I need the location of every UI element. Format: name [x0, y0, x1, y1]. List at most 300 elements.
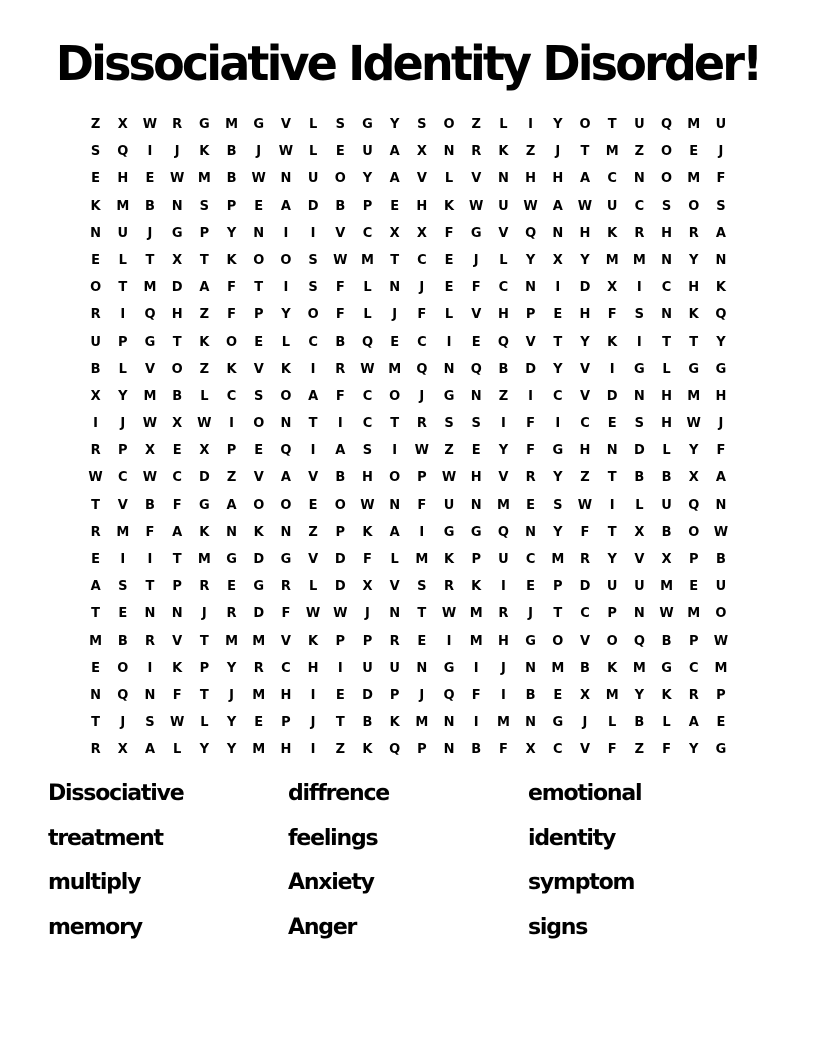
grid-cell: N	[280, 171, 292, 187]
grid-row	[82, 437, 735, 464]
grid-cell: W	[142, 117, 158, 132]
grid-cell: H	[715, 388, 727, 404]
grid-cell: E	[118, 606, 128, 622]
grid-cell: O	[715, 606, 727, 622]
grid-cell: S	[634, 307, 645, 323]
grid-cell: I	[473, 660, 479, 676]
grid-cell: Y	[689, 742, 699, 758]
grid-cell: W	[142, 416, 158, 432]
grid-cell: D	[334, 552, 346, 567]
grid-cell: U	[661, 497, 672, 513]
grid-cell: N	[280, 416, 292, 432]
grid-cell: F	[471, 280, 481, 296]
grid-cell: E	[471, 334, 481, 350]
grid-cell: O	[688, 198, 700, 214]
grid-cell: X	[362, 579, 373, 595]
grid-cell: K	[443, 552, 455, 567]
grid-cell: S	[254, 388, 264, 404]
grid-cell: U	[90, 334, 101, 350]
grid-cell: R	[634, 225, 645, 241]
grid-row	[82, 301, 735, 328]
grid-cell: J	[256, 144, 262, 160]
grid-row	[82, 736, 735, 763]
grid-cell: I	[446, 334, 452, 350]
grid-cell: M	[143, 388, 157, 404]
grid-cell: M	[605, 687, 619, 703]
grid-cell: O	[606, 633, 618, 649]
grid-row	[82, 329, 735, 356]
grid-cell: D	[633, 443, 645, 459]
grid-cell: Y	[362, 171, 373, 187]
grid-cell: F	[607, 307, 617, 323]
grid-cell: V	[389, 579, 400, 595]
grid-cell: I	[500, 579, 506, 595]
grid-cell: Z	[335, 742, 345, 758]
grid-cell: Y	[281, 307, 291, 323]
grid-cell: L	[444, 171, 454, 187]
grid-cell: X	[172, 252, 183, 268]
grid-cell: B	[335, 470, 346, 486]
word-list-item: multiply	[48, 870, 141, 895]
grid-cell: J	[310, 715, 316, 731]
grid-cell: F	[417, 307, 427, 323]
grid-cell: N	[389, 280, 401, 296]
grid-cell: M	[252, 633, 266, 649]
grid-cell: P	[253, 307, 264, 323]
grid-cell: T	[662, 334, 671, 350]
grid-cell: Y	[689, 252, 699, 268]
grid-cell: I	[528, 388, 534, 404]
grid-cell: I	[120, 552, 126, 567]
grid-cell: Y	[226, 225, 237, 241]
grid-cell: D	[253, 606, 265, 622]
grid-cell: Y	[580, 334, 590, 350]
grid-cell: V	[280, 633, 291, 649]
grid-cell: F	[716, 443, 726, 459]
grid-cell: N	[470, 388, 482, 404]
grid-cell: G	[443, 388, 455, 404]
grid-cell: T	[172, 334, 182, 350]
grid-cell: O	[389, 470, 401, 486]
grid-cell: M	[143, 280, 157, 296]
grid-cell: I	[283, 280, 289, 296]
grid-cell: N	[525, 715, 537, 731]
grid-cell: X	[416, 144, 427, 160]
grid-cell: P	[226, 443, 237, 459]
grid-cell: W	[333, 252, 348, 268]
grid-cell: U	[362, 144, 373, 160]
grid-cell: C	[553, 388, 563, 404]
grid-cell: R	[90, 307, 101, 323]
grid-cell: U	[634, 117, 645, 132]
grid-cell: X	[117, 742, 128, 758]
grid-cell: Y	[498, 443, 509, 459]
grid-cell: H	[552, 171, 564, 187]
grid-cell: F	[227, 280, 236, 296]
grid-cell: R	[471, 144, 482, 160]
grid-cell: S	[118, 579, 128, 595]
grid-cell: U	[498, 552, 509, 567]
grid-cell: X	[389, 225, 400, 241]
grid-cell: C	[362, 388, 373, 404]
grid-cell: Y	[226, 660, 237, 676]
grid-cell: V	[308, 470, 319, 486]
grid-cell: F	[607, 742, 617, 758]
grid-cell: Q	[117, 144, 129, 160]
grid-cell: J	[365, 606, 370, 622]
grid-cell: H	[280, 742, 292, 758]
grid-cell: M	[687, 117, 701, 132]
grid-cell: G	[199, 117, 210, 132]
grid-row	[82, 138, 735, 165]
grid-cell: P	[199, 225, 210, 241]
grid-cell: V	[253, 470, 264, 486]
grid-cell: P	[716, 687, 726, 703]
grid-cell: K	[226, 361, 237, 377]
grid-cell: R	[416, 416, 427, 432]
grid-cell: B	[715, 552, 726, 567]
grid-cell: G	[661, 660, 672, 676]
grid-cell: N	[633, 606, 645, 622]
grid-cell: L	[635, 497, 644, 513]
grid-cell: C	[281, 660, 291, 676]
grid-cell: A	[715, 225, 726, 241]
grid-cell: B	[172, 388, 183, 404]
grid-cell: Y	[553, 117, 563, 132]
grid-cell: T	[689, 334, 699, 350]
grid-cell: T	[607, 524, 617, 540]
grid-cell: D	[525, 361, 536, 377]
grid-cell: J	[174, 144, 180, 160]
grid-cell: W	[577, 198, 593, 214]
grid-cell: E	[444, 252, 454, 268]
grid-cell: U	[715, 117, 727, 132]
grid-cell: Q	[470, 361, 482, 377]
grid-cell: R	[525, 470, 536, 486]
grid-cell: E	[526, 579, 536, 595]
grid-cell: O	[253, 497, 265, 513]
grid-cell: R	[688, 687, 699, 703]
grid-cell: L	[499, 117, 508, 132]
grid-cell: W	[142, 470, 158, 486]
grid-cell: G	[362, 117, 373, 132]
grid-cell: F	[526, 416, 536, 432]
grid-cell: H	[497, 633, 509, 649]
grid-cell: T	[91, 497, 101, 513]
grid-cell: L	[662, 443, 671, 459]
letter-grid	[82, 111, 735, 764]
grid-cell: W	[169, 715, 185, 731]
grid-cell: Z	[634, 144, 645, 160]
grid-cell: N	[525, 280, 537, 296]
word-list-item: Anger	[288, 914, 357, 940]
grid-cell: N	[715, 497, 727, 513]
grid-cell: E	[91, 552, 101, 567]
grid-cell: A	[389, 524, 400, 540]
grid-cell: I	[500, 687, 506, 703]
grid-cell: P	[525, 307, 536, 323]
grid-cell: N	[443, 144, 455, 160]
grid-cell: G	[688, 361, 700, 377]
grid-cell: E	[254, 443, 264, 459]
grid-cell: F	[417, 497, 427, 513]
grid-cell: W	[197, 416, 212, 432]
grid-cell: X	[199, 443, 210, 459]
grid-cell: Y	[634, 687, 645, 703]
grid-cell: U	[606, 198, 618, 214]
word-list-item: treatment	[48, 825, 163, 851]
grid-cell: O	[117, 660, 129, 676]
grid-cell: P	[226, 198, 237, 214]
grid-cell: Z	[471, 117, 481, 132]
grid-cell: J	[555, 144, 561, 160]
grid-cell: B	[335, 198, 346, 214]
grid-cell: G	[552, 443, 564, 459]
grid-cell: V	[498, 470, 509, 486]
grid-cell: Q	[715, 307, 727, 323]
grid-cell: J	[718, 144, 724, 160]
grid-cell: L	[308, 144, 318, 160]
grid-cell: V	[117, 497, 128, 513]
word-list	[48, 774, 768, 952]
grid-cell: S	[308, 280, 318, 296]
grid-cell: V	[579, 633, 590, 649]
word-list-item: emotional	[528, 781, 642, 806]
grid-cell: S	[145, 715, 155, 731]
grid-cell: P	[118, 443, 128, 459]
grid-cell: J	[147, 225, 153, 241]
grid-cell: Q	[361, 334, 373, 350]
grid-cell: F	[498, 742, 508, 758]
grid-cell: Q	[144, 307, 156, 323]
grid-cell: T	[417, 606, 427, 622]
grid-cell: V	[335, 225, 346, 241]
grid-row	[82, 165, 735, 192]
grid-cell: Z	[525, 144, 536, 160]
grid-cell: G	[226, 552, 237, 567]
grid-cell: X	[634, 524, 645, 540]
grid-cell: M	[415, 715, 429, 731]
grid-cell: P	[471, 552, 481, 567]
grid-cell: M	[415, 552, 429, 567]
grid-cell: B	[362, 715, 373, 731]
grid-cell: J	[201, 606, 207, 622]
grid-cell: H	[661, 388, 672, 404]
grid-cell: E	[471, 443, 481, 459]
grid-cell: I	[500, 416, 506, 432]
grid-cell: E	[91, 171, 101, 187]
grid-cell: I	[310, 687, 316, 703]
grid-cell: M	[605, 252, 619, 268]
grid-cell: B	[661, 470, 672, 486]
grid-cell: M	[116, 524, 130, 540]
grid-cell: Y	[226, 715, 237, 731]
grid-cell: C	[308, 334, 318, 350]
grid-cell: A	[552, 198, 563, 214]
grid-cell: H	[171, 307, 183, 323]
grid-cell: P	[607, 606, 617, 622]
grid-cell: S	[417, 117, 427, 132]
grid-cell: A	[579, 171, 590, 187]
grid-cell: M	[660, 579, 673, 595]
grid-cell: Z	[498, 388, 509, 404]
grid-cell: N	[144, 687, 156, 703]
grid-cell: G	[199, 497, 210, 513]
grid-cell: Y	[525, 252, 536, 268]
grid-cell: I	[120, 307, 126, 323]
grid-row	[82, 682, 735, 709]
grid-cell: F	[335, 307, 345, 323]
grid-cell: O	[253, 416, 265, 432]
grid-cell: A	[144, 742, 155, 758]
grid-row	[82, 628, 735, 655]
grid-cell: R	[199, 579, 210, 595]
grid-cell: A	[688, 715, 699, 731]
grid-cell: J	[392, 307, 398, 323]
grid-cell: M	[469, 606, 483, 622]
grid-cell: T	[335, 715, 345, 731]
grid-cell: D	[606, 388, 618, 404]
grid-cell: R	[498, 606, 509, 622]
grid-cell: T	[145, 579, 155, 595]
grid-cell: N	[525, 660, 537, 676]
grid-cell: G	[470, 225, 482, 241]
grid-cell: E	[91, 252, 101, 268]
grid-cell: T	[254, 280, 264, 296]
grid-cell: L	[444, 307, 454, 323]
grid-cell: M	[632, 660, 646, 676]
grid-cell: O	[443, 117, 455, 132]
grid-cell: I	[419, 524, 425, 540]
grid-cell: C	[226, 388, 237, 404]
grid-cell: L	[499, 252, 508, 268]
grid-cell: R	[335, 361, 346, 377]
grid-cell: C	[417, 252, 427, 268]
grid-cell: Y	[689, 443, 699, 459]
grid-cell: H	[579, 443, 591, 459]
grid-cell: P	[335, 633, 346, 649]
grid-cell: T	[553, 606, 563, 622]
grid-cell: U	[389, 660, 400, 676]
grid-cell: L	[662, 715, 671, 731]
grid-cell: W	[88, 470, 103, 486]
grid-cell: M	[89, 633, 103, 649]
grid-cell: N	[253, 225, 265, 241]
grid-cell: E	[607, 416, 617, 432]
grid-row	[82, 655, 735, 682]
grid-cell: U	[715, 579, 727, 595]
grid-cell: K	[199, 334, 210, 350]
grid-cell: P	[118, 334, 128, 350]
grid-cell: K	[688, 307, 699, 323]
grid-cell: K	[661, 687, 672, 703]
grid-cell: O	[552, 633, 564, 649]
grid-cell: X	[688, 470, 699, 486]
grid-cell: N	[661, 307, 672, 323]
grid-cell: M	[225, 633, 238, 649]
grid-cell: P	[362, 198, 373, 214]
grid-cell: T	[553, 334, 563, 350]
grid-cell: K	[715, 280, 726, 296]
grid-cell: H	[307, 660, 319, 676]
grid-cell: N	[443, 715, 455, 731]
grid-cell: E	[689, 144, 699, 160]
grid-cell: O	[280, 497, 292, 513]
grid-cell: H	[579, 307, 591, 323]
grid-cell: L	[390, 552, 399, 567]
grid-cell: V	[471, 171, 482, 187]
grid-cell: P	[199, 660, 210, 676]
grid-cell: Z	[226, 470, 237, 486]
grid-cell: X	[607, 280, 618, 296]
grid-cell: P	[688, 633, 699, 649]
grid-cell: C	[417, 334, 427, 350]
grid-cell: V	[253, 361, 264, 377]
grid-cell: H	[661, 225, 672, 241]
grid-cell: W	[360, 361, 375, 377]
grid-cell: K	[308, 633, 319, 649]
grid-cell: F	[172, 497, 182, 513]
grid-cell: E	[417, 633, 427, 649]
grid-cell: K	[607, 660, 618, 676]
grid-cell: P	[389, 687, 400, 703]
grid-cell: I	[283, 225, 289, 241]
grid-cell: E	[444, 280, 454, 296]
grid-cell: Q	[389, 742, 401, 758]
grid-cell: J	[419, 280, 425, 296]
grid-cell: H	[688, 280, 700, 296]
grid-cell: I	[392, 443, 398, 459]
grid-cell: B	[226, 144, 237, 160]
grid-cell: F	[363, 552, 372, 567]
grid-cell: N	[443, 742, 455, 758]
grid-cell: V	[144, 361, 155, 377]
grid-cell: O	[280, 388, 292, 404]
grid-cell: R	[90, 524, 101, 540]
grid-cell: K	[443, 198, 455, 214]
word-list-item: signs	[528, 914, 588, 940]
grid-cell: L	[200, 715, 209, 731]
grid-cell: B	[145, 497, 155, 513]
grid-cell: J	[718, 416, 724, 432]
word-list-item: feelings	[288, 825, 378, 851]
grid-cell: X	[579, 687, 590, 703]
grid-row	[82, 356, 735, 383]
grid-cell: V	[498, 225, 509, 241]
grid-cell: U	[498, 198, 509, 214]
grid-cell: I	[528, 117, 534, 132]
grid-cell: Q	[443, 687, 455, 703]
grid-cell: W	[713, 633, 729, 649]
grid-cell: D	[579, 579, 591, 595]
grid-cell: N	[715, 252, 727, 268]
grid-cell: Z	[634, 742, 645, 758]
grid-cell: J	[473, 252, 479, 268]
grid-cell: Z	[199, 307, 210, 323]
grid-cell: E	[716, 715, 726, 731]
grid-cell: B	[634, 715, 645, 731]
grid-row	[82, 220, 735, 247]
grid-cell: I	[147, 660, 153, 676]
grid-cell: Z	[444, 443, 454, 459]
grid-cell: X	[144, 443, 155, 459]
grid-cell: J	[582, 715, 588, 731]
grid-cell: W	[305, 606, 321, 622]
grid-cell: G	[634, 361, 645, 377]
grid-cell: B	[525, 687, 536, 703]
grid-cell: Y	[580, 252, 590, 268]
grid-cell: W	[278, 144, 294, 160]
